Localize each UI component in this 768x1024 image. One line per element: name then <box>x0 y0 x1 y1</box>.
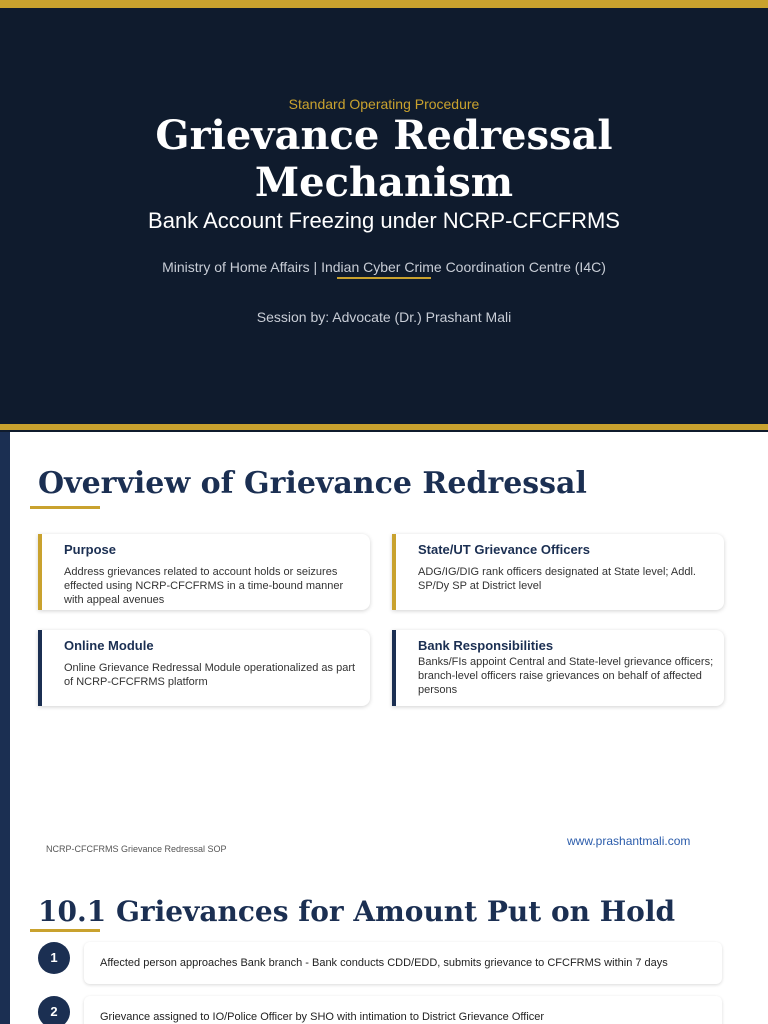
slide-title-line-1: Grievance Redressal <box>155 112 613 159</box>
card-body: Address grievances related to account holds or seizures effected using NCRP-CFCFRMS in a time-bound manner with appeal avenues <box>64 566 344 606</box>
card-title: Online Module <box>64 638 154 653</box>
card-online-module <box>38 630 370 706</box>
slide-subtitle: Bank Account Freezing under NCRP-CFCFRMS <box>148 208 620 233</box>
session-line: Session by: Advocate (Dr.) Prashant Mali <box>256 309 512 325</box>
slide-title-line-2: Mechanism <box>254 159 514 206</box>
step-number-badge: 1 <box>38 942 70 974</box>
footer-sop-label: NCRP-CFCFRMS Grievance Redressal SOP <box>46 844 227 854</box>
overview-heading-underline <box>30 506 100 509</box>
card-body: Online Grievance Redressal Module operationalized as part of NCRP-CFCFRMS platform <box>64 662 356 688</box>
card-bank-responsibilities <box>392 630 724 706</box>
steps-heading: 10.1 Grievances for Amount Put on Hold <box>38 895 676 928</box>
card-body: Banks/FIs appoint Central and State-level grievance officers; branch-level officers raise grievances on behalf of affected persons <box>418 656 714 696</box>
step-item: Affected person approaches Bank branch - Bank conducts CDD/EDD, submits grievance to CFCFRMS within 7 days <box>84 942 722 984</box>
card-title: Purpose <box>64 542 117 557</box>
overview-heading: Overview of Grievance Redressal <box>38 466 587 501</box>
slide-title <box>0 112 768 206</box>
card-state-ut-grievance-officers <box>392 534 724 610</box>
organization-underline <box>337 277 431 279</box>
website-link[interactable]: www.prashantmali.com <box>567 834 691 848</box>
card-body: ADG/IG/DIG rank officers designated at State level; Addl. SP/Dy SP at District level <box>418 566 696 592</box>
steps-heading-underline <box>30 929 100 932</box>
card-title: State/UT Grievance Officers <box>418 542 590 557</box>
organization-line: Ministry of Home Affairs | Indian Cyber Crime Coordination Centre (I4C) <box>162 259 606 275</box>
bottom-accent-bar <box>0 424 768 430</box>
card-title: Bank Responsibilities <box>418 638 554 653</box>
kicker-text: Standard Operating Procedure <box>288 96 480 112</box>
title-slide <box>0 0 768 432</box>
top-accent-bar <box>0 0 768 8</box>
step-item: Grievance assigned to IO/Police Officer by SHO with intimation to District Grievance Officer <box>84 996 722 1024</box>
card-purpose <box>38 534 370 610</box>
step-number-badge: 2 <box>38 996 70 1024</box>
left-accent-stripe <box>0 432 10 1024</box>
